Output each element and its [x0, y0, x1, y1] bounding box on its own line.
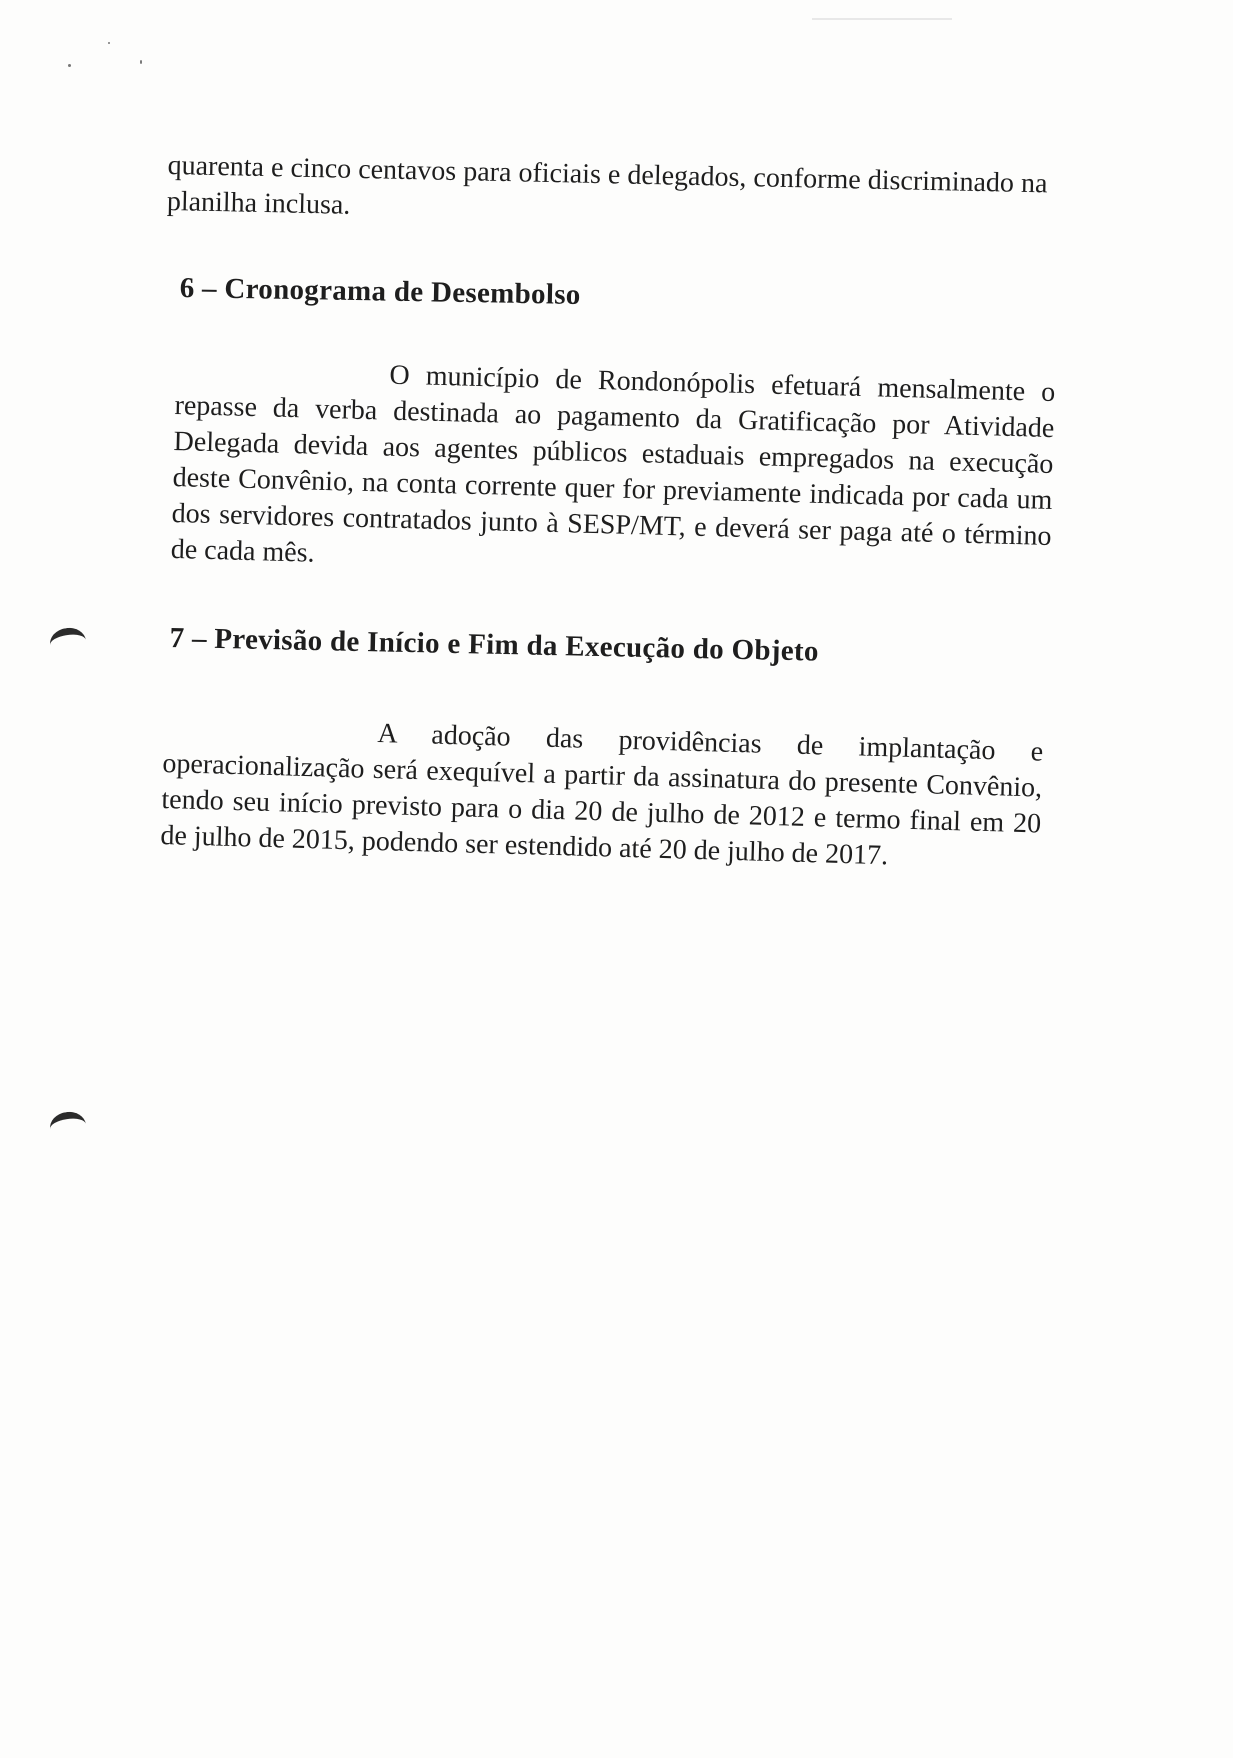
scan-speck [68, 64, 71, 67]
section-6-text: O município de Rondonópolis efetuará mensalmente o repasse da verba destinada ao pagamento da Gratificação por Atividade Delegada devida aos agentes públicos estaduais empregados na execução deste Convênio, na conta corrente quer for previamente indicada por cada um dos servidores contratados junto à SESP/MT, e deverá ser paga até o término de cada mês. [170, 359, 1056, 569]
section-7-heading: 7 – Previsão de Início e Fim da Execução do Objeto [169, 622, 820, 668]
continuation-text: quarenta e cinco centavos para oficiais e delegados, conforme discriminado na planilha inclusa. [166, 149, 1048, 221]
scan-speck [140, 60, 142, 64]
section-7-text: A adoção das providências de implantação e operacionalização será exequível a partir da assinatura do presente Convênio, tendo seu início previsto para o dia 20 de julho de 2012 e termo final em 20 de julho de 2015, podendo ser estendido até 20 de julho de 2017. [160, 717, 1044, 872]
scan-speck [108, 42, 110, 44]
section-7-paragraph [160, 710, 1044, 879]
punch-hole-mark [48, 1110, 88, 1144]
section-6-paragraph [170, 352, 1055, 591]
punch-hole-mark [48, 626, 88, 660]
continuation-paragraph [166, 148, 1047, 238]
scan-artifact [812, 18, 952, 20]
section-6-heading: 6 – Cronograma de Desembolso [179, 272, 581, 311]
